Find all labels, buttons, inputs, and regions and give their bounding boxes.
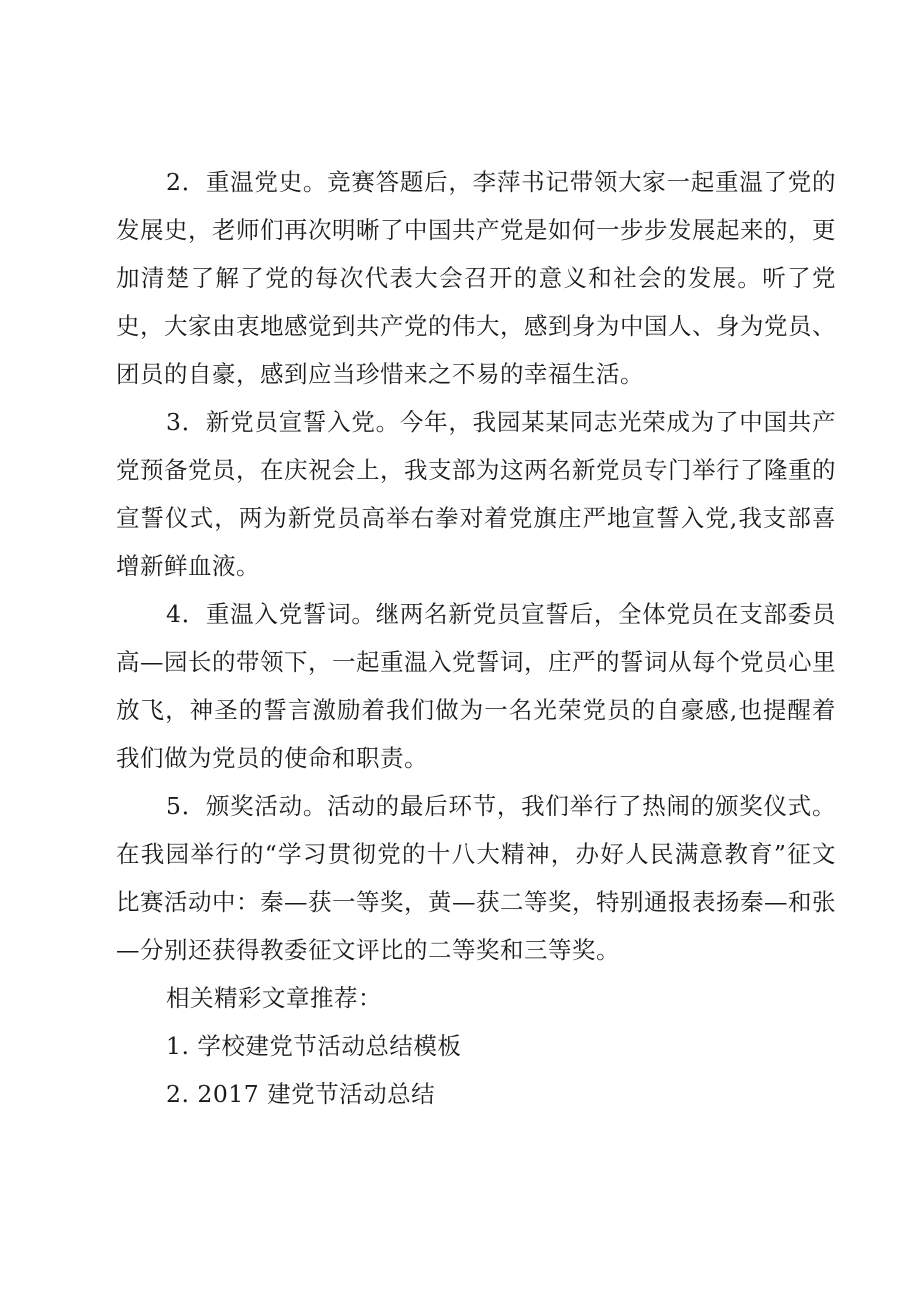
document-body [116,158,836,1118]
paragraph-award-ceremony: 5．颁奖活动。活动的最后环节，我们举行了热闹的颁奖仪式。在我园举行的“学习贯彻党的十八大精神，办好人民满意教育”征文比赛活动中：秦—获一等奖，黄—获二等奖，特别通报表扬秦—和张—分别还获得教委征文评比的二等奖和三等奖。 [116,792,836,964]
paragraph-new-member-oath: 3．新党员宣誓入党。今年，我园某某同志光荣成为了中国共产党预备党员，在庆祝会上，我支部为这两名新党员专门举行了隆重的宣誓仪式，两为新党员高举右拳对着党旗庄严地宣誓入党,我支部喜增新鲜血液。 [116,408,836,580]
recommended-article-link[interactable]: 2. 2017 建党节活动总结 [166,1080,436,1108]
recommended-article-link[interactable]: 1. 学校建党节活动总结模板 [166,1032,462,1060]
paragraph-review-party-history: 2．重温党史。竞赛答题后，李萍书记带领大家一起重温了党的发展史，老师们再次明晰了中国共产党是如何一步步发展起来的，更加清楚了解了党的每次代表大会召开的意义和社会的发展。听了党史，大家由衷地感觉到共产党的伟大，感到身为中国人、身为党员、团员的自豪，感到应当珍惜来之不易的幸福生活。 [116,168,836,388]
recommended-articles [116,974,836,1118]
recommended-articles-heading: 相关精彩文章推荐： [166,984,382,1012]
paragraph-renew-oath: 4．重温入党誓词。继两名新党员宣誓后，全体党员在支部委员高—园长的带领下，一起重温入党誓词，庄严的誓词从每个党员心里放飞，神圣的誓言激励着我们做为一名光荣党员的自豪感,也提醒着我们做为党员的使命和职责。 [116,600,836,772]
